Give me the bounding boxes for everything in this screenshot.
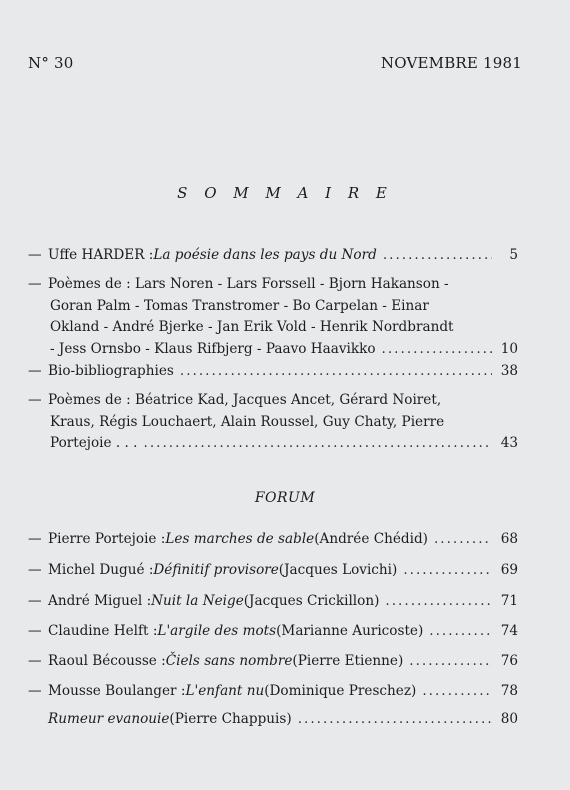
entry-text: Bio-bibliographies [48, 363, 174, 379]
forum-entry [28, 529, 518, 551]
entry-line: Goran Palm - Tomas Transtromer - Bo Carpelan - Einar [50, 297, 429, 314]
toc-entry [28, 274, 518, 360]
issue-date: NOVEMBRE 1981 [380, 54, 522, 72]
dash: — [28, 392, 42, 408]
entry-reviewed-author: (Pierre Etienne) [292, 653, 404, 669]
forum-entry [28, 709, 518, 731]
dot-leader [409, 651, 492, 673]
forum-entry [28, 560, 518, 582]
entry-reviewed-author: (Jacques Lovichi) [278, 562, 398, 578]
dot-leader [403, 560, 492, 582]
page-number: 76 [500, 653, 518, 669]
forum-entry [28, 651, 518, 673]
entry-author: Mousse Boulanger : [48, 683, 186, 699]
entry-reviewed-author: (Dominique Preschez) [264, 683, 417, 699]
forum-entry [28, 591, 518, 613]
page-number: 43 [500, 435, 518, 451]
dot-leader [385, 591, 492, 613]
entry-work: L'enfant nu [185, 683, 265, 699]
entry-work: Les marches de sable [165, 531, 315, 547]
dash: — [28, 593, 42, 609]
page-number: 78 [500, 683, 518, 699]
entry-author: Claudine Helft : [48, 623, 158, 639]
entry-author: Michel Dugué : [48, 562, 154, 578]
page-number: 38 [500, 363, 518, 379]
dot-leader [383, 245, 492, 267]
entry-line: Poèmes de : Lars Noren - Lars Forssell - Bjorn Hakanson - [48, 276, 449, 292]
entry-work: Čiels sans nombre [165, 653, 293, 669]
sommaire-title: S O M M A I R E [177, 184, 393, 202]
entry-reviewed-author: (Jacques Crickillon) [243, 593, 380, 609]
page-number: 68 [500, 531, 518, 547]
dot-leader [434, 529, 492, 551]
dash: — [28, 247, 42, 263]
dot-leader [382, 339, 492, 361]
entry-work: La poésie dans les pays du Nord [153, 247, 377, 263]
dot-leader [180, 361, 492, 383]
entry-reviewed-author: (Marianne Auricoste) [276, 623, 424, 639]
toc-entry [28, 245, 518, 267]
entry-line: Portejoie . . . [50, 435, 138, 451]
dash: — [28, 276, 42, 292]
dash: — [28, 683, 42, 699]
dot-leader [429, 621, 492, 643]
page-number: 80 [500, 711, 518, 727]
entry-line: Okland - André Bjerke - Jan Erik Vold - Henrik Nordbrandt [50, 319, 454, 335]
toc-entry [28, 390, 518, 455]
dash: — [28, 562, 42, 578]
forum-entry [28, 621, 518, 643]
entry-author: André Miguel : [48, 593, 152, 609]
page-number: 74 [500, 623, 518, 639]
entry-reviewed-author: (Andrée Chédid) [314, 531, 428, 547]
dot-leader [422, 681, 492, 703]
forum-entry [28, 681, 518, 703]
forum-title: FORUM [254, 490, 316, 506]
entry-work: Rumeur evanouie [48, 711, 170, 727]
dash: — [28, 623, 42, 639]
dash: — [28, 363, 42, 379]
entry-work: Nuit la Neige [151, 593, 244, 609]
entry-author: Uffe HARDER : [48, 247, 154, 263]
entry-line: Poèmes de : Béatrice Kad, Jacques Ancet, Gérard Noiret, [48, 392, 442, 408]
page-number: 10 [500, 340, 518, 357]
page-number: 5 [509, 247, 518, 263]
entry-reviewed-author: (Pierre Chappuis) [169, 711, 292, 727]
issue-number: N° 30 [28, 54, 74, 72]
entry-author: Pierre Portejoie : [48, 531, 166, 547]
dash: — [28, 653, 42, 669]
entry-line: - Jess Ornsbo - Klaus Rifbjerg - Paavo Haavikko [50, 340, 376, 357]
dash: — [28, 531, 42, 547]
entry-line: Kraus, Régis Louchaert, Alain Roussel, Guy Chaty, Pierre [50, 413, 445, 430]
page-number: 69 [500, 562, 518, 578]
toc-entry [28, 361, 518, 383]
page-number: 71 [500, 593, 518, 609]
dot-leader [298, 709, 492, 731]
entry-work: Définitif provisore [153, 562, 279, 578]
dot-leader [144, 433, 492, 455]
entry-work: L'argile des mots [157, 623, 277, 639]
entry-author: Raoul Bécousse : [48, 653, 166, 669]
